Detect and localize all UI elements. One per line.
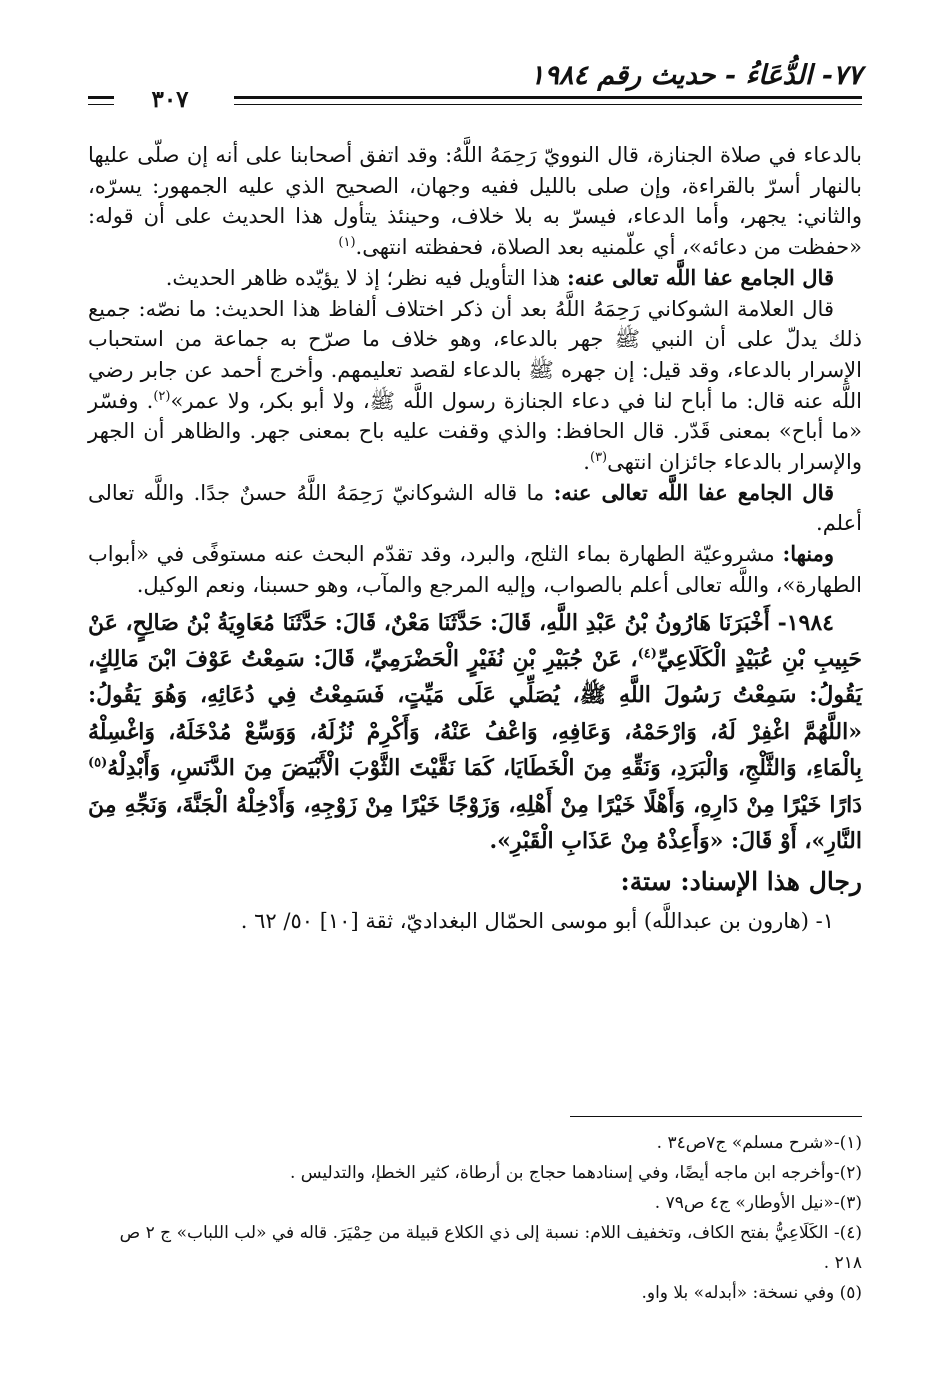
footnote-ref: (٥)	[88, 755, 108, 771]
footnotes	[88, 1128, 862, 1308]
footnote: (٣)-«نيل الأوطار» ج٤ ص٧٩ .	[654, 1193, 862, 1213]
running-title: ٧٧- الدُّعَاءُ - حديث رقم ١٩٨٤	[529, 60, 862, 91]
header-rule	[234, 96, 862, 105]
footnote-ref: (١)	[338, 235, 356, 251]
footnote: (٤)- الكَلَاعِيُّ بفتح الكاف، وتخفيف اللام: نسبة إلى ذي الكلاع قبيلة من حِمْيَرَ. قاله في «لب اللباب» ج ٢ ص ٢١٨ .	[119, 1223, 862, 1273]
paragraph-text: قال العلامة الشوكاني رَحِمَهُ اللَّهُ بعد أن ذكر اختلاف ألفاظ هذا الحديث: ما نصّه: جميع ذلك يدلّ على أن النبي ﷺ جهر بالدعاء، وهو خلاف ما صرّح به جماعة من استحباب الإسرار بالدعاء، وقد قيل: إن جهره ﷺ بالدعاء لقصد تعليمهم. وأخرج أحمد عن جابر رضي اللَّه عنه قال: ما أباح لنا في دعاء الجنازة رسول اللَّه ﷺ، ولا أبو بكر، ولا عمر»	[88, 296, 862, 413]
hadith-matn: دَارًا خَيْرًا مِنْ دَارِهِ، وَأَهْلًا خَيْرًا مِنْ أَهْلِهِ، وَزَوْجًا خَيْرًا مِنْ زَوْجِهِ، وَأَدْخِلْهُ الْجَنَّةَ، وَنَجِّهِ مِنَ النَّارِ»، أَوْ قَالَ: «وَأَعِذْهُ مِنْ عَذَابِ الْقَبْرِ».	[88, 791, 862, 854]
hadith-matn: ، عَنْ جُبَيْرِ بْنِ نُفَيْرٍ الْحَضْرَمِيِّ، قَالَ: سَمِعْتُ عَوْفَ ابْنَ مَالِكٍ، يَقُولُ: سَمِعْتُ رَسُولَ اللَّهِ ﷺ، يُصَلِّي عَلَى مَيِّتٍ، فَسَمِعْتُ فِي دُعَائِهِ، وَهُوَ يَقُولُ: «اللَّهُمَّ اغْفِرْ لَهُ، وَارْحَمْهُ، وَعَافِهِ، وَاعْفُ عَنْهُ، وَأَكْرِمْ نُزُلَهُ، وَوَسِّعْ مُدْخَلَهُ، وَاغْسِلْهُ بِالْمَاءِ، وَالثَّلْجِ، وَالْبَرَدِ، وَنَقِّهِ مِنَ الْخَطَايَا، كَمَا نَقَّيْتَ الثَّوْبَ الْأَبْيَضَ مِنَ الدَّنَسِ، وَأَبْدِلْهُ	[88, 645, 862, 782]
hadith-chain: ١٩٨٤- أَخْبَرَنَا هَارُونُ بْنُ عَبْدِ اللَّهِ، قَالَ: حَدَّثَنَا مَعْنٌ، قَالَ: حَدَّثَنَا مُعَاوِيَةُ بْنُ صَالِحٍ، عَنْ حَبِيبِ بْنِ عُبَيْدٍ الْكَلَاعِيِّ	[88, 609, 862, 672]
main-text	[88, 140, 862, 939]
paragraph-text: مشروعيّة الطهارة بماء الثلج، والبرد، وقد تقدّم البحث عنه مستوفًى في «أبواب الطهارة»، واللَّه تعالى أعلم بالصواب، وإليه المرجع والمآب، وهو حسبنا، ونعم الوكيل.	[88, 542, 862, 597]
footnote-ref: (٣)	[589, 450, 608, 466]
paragraph	[88, 539, 862, 600]
paragraph-text: بالدعاء في صلاة الجنازة، قال النوويّ رَحِمَهُ اللَّهُ: وقد اتفق أصحابنا على أنه إن صلّى عليها بالنهار أسرّ بالقراءة، وإن صلى بالليل ففيه وجهان، الصحيح الذي عليه الجمهور: يسرّه، والثاني: يجهر، وأما الدعاء، فيسرّ به بلا خلاف، وحينئذ يتأول هذا الحديث على أن قوله: «حفظت من دعائه»، أي علّمنيه بعد الصلاة، فحفظته انتهى.	[88, 143, 862, 260]
paragraph	[88, 478, 862, 539]
footnote: (٢)-وأخرجه ابن ماجه أيضًا، وفي إسنادهما حجاج بن أرطاة، كثير الخطإ، والتدليس .	[289, 1163, 862, 1183]
running-header	[88, 56, 862, 113]
footnote: (١)-«شرح مسلم» ج٧ص٣٤ .	[656, 1133, 862, 1153]
paragraph	[88, 263, 862, 294]
footnote-ref: (٢)	[153, 388, 171, 404]
paragraph-text: هذا التأويل فيه نظر؛ إذ لا يؤيّده ظاهر الحديث.	[165, 265, 567, 290]
paragraph	[88, 140, 862, 263]
header-rule-left	[88, 96, 114, 105]
commentator-lead: قال الجامع عفا اللَّه تعالى عنه:	[566, 264, 834, 290]
paragraph	[88, 294, 862, 478]
footnote-ref: (٤)	[637, 646, 657, 662]
page-number: ٣٠٧	[151, 86, 189, 113]
paragraph-text: .	[583, 450, 590, 475]
paragraph-text: ما قاله الشوكانيّ رَحِمَهُ اللَّهُ حسنٌ جدًا. واللَّه تعالى أعلم.	[88, 480, 862, 536]
section-heading: رجال هذا الإسناد: ستة:	[620, 867, 862, 897]
footnote: (٥) وفي نسخة: «أبدله» بلا واو.	[641, 1283, 862, 1303]
point-lead: ومنها:	[782, 541, 834, 567]
commentator-lead: قال الجامع عفا اللَّه تعالى عنه:	[553, 479, 835, 505]
paragraph-text: . وفسّر «ما أباح» بمعنى قَدّر. قال الحافظ: والذي وقفت عليه باح بمعنى جهر. والظاهر أن الجهر والإسرار بالدعاء جائزان انتهى	[88, 388, 862, 475]
narrator-entry: ١- (هارون بن عبداللَّه) أبو موسى الحمّال البغداديّ، ثقة [١٠] ٥٠/ ٦٢ .	[240, 909, 834, 934]
hadith-text	[88, 605, 862, 860]
book-page	[88, 56, 862, 1356]
footnote-divider	[570, 1116, 862, 1117]
